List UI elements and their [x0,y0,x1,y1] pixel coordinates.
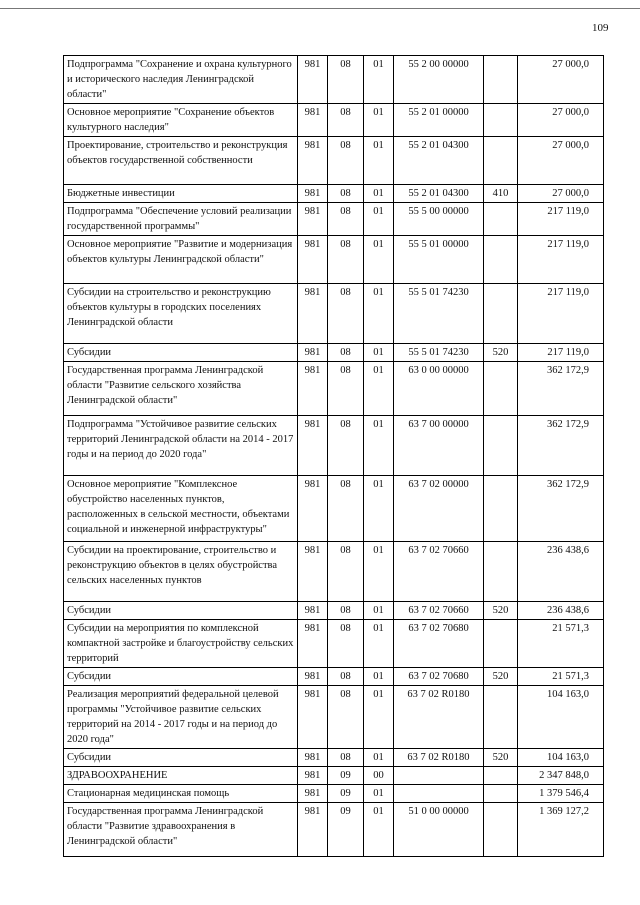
table-row [64,137,604,185]
row-expense-type: 520 [484,668,518,686]
row-section: 09 [328,785,364,803]
row-target-code: 55 2 01 04300 [394,185,484,203]
row-amount: 21 571,3 [518,668,604,686]
row-target-code: 55 5 00 00000 [394,203,484,236]
row-target-code [394,767,484,785]
row-subsection: 01 [364,344,394,362]
row-name: Субсидии [64,749,298,767]
row-expense-type [484,785,518,803]
table-row [64,803,604,857]
row-section: 08 [328,104,364,137]
budget-table [63,55,604,857]
table-row [64,416,604,476]
row-expense-type: 520 [484,749,518,767]
row-subsection: 01 [364,668,394,686]
row-subsection: 01 [364,620,394,668]
table-row [64,203,604,236]
row-subsection: 01 [364,236,394,284]
row-section: 08 [328,236,364,284]
row-expense-type [484,767,518,785]
row-section: 08 [328,362,364,416]
table-row [64,284,604,344]
row-section: 08 [328,686,364,749]
row-amount: 2 347 848,0 [518,767,604,785]
row-subsection: 01 [364,476,394,542]
row-subsection: 01 [364,284,394,344]
row-expense-type [484,803,518,857]
row-amount: 236 438,6 [518,602,604,620]
row-expense-type [484,416,518,476]
row-expense-type [484,56,518,104]
row-section: 08 [328,185,364,203]
row-section: 08 [328,602,364,620]
table-row [64,56,604,104]
row-ved: 981 [298,749,328,767]
row-expense-type [484,686,518,749]
row-section: 08 [328,137,364,185]
row-amount: 1 379 546,4 [518,785,604,803]
row-amount: 27 000,0 [518,137,604,185]
row-section: 08 [328,542,364,602]
row-subsection: 01 [364,56,394,104]
row-amount: 217 119,0 [518,236,604,284]
table-row [64,236,604,284]
row-ved: 981 [298,602,328,620]
row-amount: 362 172,9 [518,362,604,416]
row-amount: 217 119,0 [518,344,604,362]
row-subsection: 01 [364,203,394,236]
row-expense-type [484,104,518,137]
table-row [64,542,604,602]
table-row [64,620,604,668]
table-row [64,686,604,749]
row-name: Подпрограмма "Сохранение и охрана культурного и исторического наследия Ленинградской области" [64,56,298,104]
row-subsection: 00 [364,767,394,785]
row-name: Государственная программа Ленинградской области "Развитие сельского хозяйства Ленинградской области" [64,362,298,416]
row-expense-type: 520 [484,344,518,362]
row-name: Бюджетные инвестиции [64,185,298,203]
row-amount: 217 119,0 [518,284,604,344]
row-expense-type [484,203,518,236]
row-target-code: 63 7 02 70660 [394,602,484,620]
row-amount: 27 000,0 [518,185,604,203]
row-name: Проектирование, строительство и реконструкция объектов государственной собственности [64,137,298,185]
row-subsection: 01 [364,104,394,137]
row-expense-type [484,284,518,344]
row-target-code: 55 2 01 04300 [394,137,484,185]
row-subsection: 01 [364,602,394,620]
row-name: Подпрограмма "Обеспечение условий реализации государственной программы" [64,203,298,236]
row-ved: 981 [298,56,328,104]
page-number: 109 [592,22,609,34]
row-name: Субсидии на строительство и реконструкцию объектов культуры в городских поселениях Ленинградской области [64,284,298,344]
row-amount: 104 163,0 [518,749,604,767]
row-amount: 217 119,0 [518,203,604,236]
row-name: Субсидии на проектирование, строительство и реконструкцию объектов в целях обустройства сельских населенных пунктов [64,542,298,602]
row-amount: 236 438,6 [518,542,604,602]
row-section: 08 [328,668,364,686]
row-name: ЗДРАВООХРАНЕНИЕ [64,767,298,785]
table-row [64,362,604,416]
row-ved: 981 [298,185,328,203]
row-section: 08 [328,344,364,362]
row-name: Реализация мероприятий федеральной целевой программы "Устойчивое развитие сельских территорий на 2014 - 2017 годы и на период до 2020 года" [64,686,298,749]
row-section: 08 [328,56,364,104]
row-section: 08 [328,620,364,668]
row-name: Государственная программа Ленинградской области "Развитие здравоохранения в Ленинградской области" [64,803,298,857]
table-row [64,785,604,803]
row-target-code: 55 2 00 00000 [394,56,484,104]
row-target-code [394,785,484,803]
row-name: Субсидии [64,602,298,620]
row-section: 08 [328,284,364,344]
row-section: 08 [328,749,364,767]
row-section: 08 [328,476,364,542]
row-section: 09 [328,803,364,857]
row-ved: 981 [298,137,328,185]
table-row [64,668,604,686]
row-expense-type [484,476,518,542]
row-name: Основное мероприятие "Сохранение объектов культурного наследия" [64,104,298,137]
row-amount: 1 369 127,2 [518,803,604,857]
row-section: 08 [328,203,364,236]
row-subsection: 01 [364,785,394,803]
row-target-code: 51 0 00 00000 [394,803,484,857]
row-name: Субсидии [64,668,298,686]
table-row [64,185,604,203]
row-name: Стационарная медицинская помощь [64,785,298,803]
row-target-code: 55 2 01 00000 [394,104,484,137]
row-ved: 981 [298,236,328,284]
table-row [64,602,604,620]
table-row [64,344,604,362]
row-target-code: 63 7 00 00000 [394,416,484,476]
scan-top-edge [0,8,640,9]
row-ved: 981 [298,344,328,362]
row-target-code: 63 0 00 00000 [394,362,484,416]
row-ved: 981 [298,686,328,749]
table-row [64,476,604,542]
row-ved: 981 [298,785,328,803]
row-ved: 981 [298,620,328,668]
row-subsection: 01 [364,185,394,203]
row-expense-type: 520 [484,602,518,620]
table-row [64,104,604,137]
row-expense-type: 410 [484,185,518,203]
row-expense-type [484,236,518,284]
row-section: 09 [328,767,364,785]
table-row [64,749,604,767]
row-subsection: 01 [364,416,394,476]
row-name: Субсидии [64,344,298,362]
row-section: 08 [328,416,364,476]
row-name: Основное мероприятие "Комплексное обустройство населенных пунктов, расположенных в сельской местности, объектами социальной и инженерной инфраструктуры" [64,476,298,542]
row-target-code: 63 7 02 70680 [394,620,484,668]
row-ved: 981 [298,803,328,857]
row-ved: 981 [298,767,328,785]
row-expense-type [484,620,518,668]
row-expense-type [484,137,518,185]
row-ved: 981 [298,542,328,602]
row-target-code: 63 7 02 70660 [394,542,484,602]
row-ved: 981 [298,284,328,344]
row-ved: 981 [298,476,328,542]
row-target-code: 63 7 02 00000 [394,476,484,542]
row-expense-type [484,362,518,416]
row-amount: 27 000,0 [518,104,604,137]
row-expense-type [484,542,518,602]
row-target-code: 63 7 02 R0180 [394,749,484,767]
row-amount: 27 000,0 [518,56,604,104]
row-subsection: 01 [364,803,394,857]
row-name: Основное мероприятие "Развитие и модернизация объектов культуры Ленинградской области" [64,236,298,284]
row-subsection: 01 [364,542,394,602]
row-name: Подпрограмма "Устойчивое развитие сельских территорий Ленинградской области на 2014 - 2017 годы и на период до 2020 года" [64,416,298,476]
row-target-code: 55 5 01 74230 [394,284,484,344]
row-amount: 21 571,3 [518,620,604,668]
row-target-code: 55 5 01 00000 [394,236,484,284]
row-amount: 362 172,9 [518,416,604,476]
row-amount: 104 163,0 [518,686,604,749]
table-body [64,56,604,857]
row-subsection: 01 [364,686,394,749]
row-ved: 981 [298,362,328,416]
row-subsection: 01 [364,362,394,416]
row-ved: 981 [298,203,328,236]
row-subsection: 01 [364,749,394,767]
row-target-code: 63 7 02 R0180 [394,686,484,749]
row-ved: 981 [298,668,328,686]
row-name: Субсидии на мероприятия по комплексной компактной застройке и благоустройству сельских территорий [64,620,298,668]
row-target-code: 55 5 01 74230 [394,344,484,362]
row-ved: 981 [298,416,328,476]
row-amount: 362 172,9 [518,476,604,542]
row-ved: 981 [298,104,328,137]
row-subsection: 01 [364,137,394,185]
row-target-code: 63 7 02 70680 [394,668,484,686]
table-row [64,767,604,785]
